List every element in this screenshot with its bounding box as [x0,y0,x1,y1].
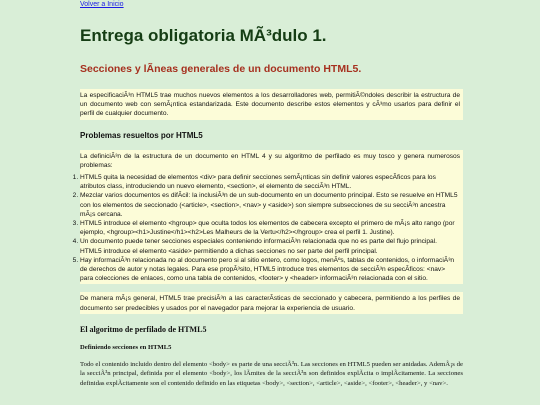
closing-paragraph: De manera mÃ¡s general, HTML5 trae precisiÃ³n a las caracterÃsticas de seccionado y cabecera, permitiendo a los perfiles de documento ser predecibles y usados por el navegador para mejorar la experiencia de usuario. [80,292,463,313]
page-subtitle: Secciones y lÃneas generales de un documento HTML5. [80,63,362,75]
back-to-home-link[interactable]: Volver a Inicio [80,1,124,8]
list-item: 1. HTML5 quita la necesidad de elementos <div> para definir secciones semÃ¡nticas sin definir valores especÃficos para los atributos class, introduciendo un nuevo elemento, <section>, el elemento de secciÃ³n HTML. [80,173,460,191]
list-item: 3. HTML5 introduce el elemento <hgroup> que oculta todos los elementos de cabecera excepto el primero de mÃ¡s alto rango (por ejemplo, <hgroup><h1>Justine</h1><h2>Les Malheurs de la Vertu</h2></hgroup> crea el perfil 1. Justine). [80,219,460,237]
list-item: 5. Hay informaciÃ³n relacionada no al documento pero si al sitio entero, como logos, menÃºs, tablas de contenidos, o informaciÃ³n de derechos de autor y notas legales. Para ese propÃ³sito, HTML5 introduce tres elementos de secciÃ³n especÃficos: <nav> para colecciones de enlaces, como una tabla de contenidos, <footer> y <header> informaciÃ³n relacionada con el sitio. [80,256,460,284]
page-title: Entrega obligatoria MÃ³dulo 1. [80,26,327,45]
problems-list [80,171,463,284]
list-item: 4. Un documento puede tener secciones especiales conteniendo informaciÃ³n relacionada que no es parte del flujo principal. HTML5 introduce el elemento <aside> permitiendo a dichas secciones no ser parte del perfil principal. [80,237,460,255]
subheading-defining-sections: Definiendo secciones en HTML5 [80,343,172,351]
intro-paragraph: La especificaciÃ³n HTML5 trae muchos nuevos elementos a los desarrolladores web, permitiÃ©ndoles describir la estructura de un documento web con semÃ¡ntica estandarizada. Este documento describe estos elementos y cÃ³mo usarlos para definir el perfil de cualquier documento. [80,89,463,120]
section-heading-problems: Problemas resueltos por HTML5 [80,130,203,140]
list-item: 2. Mezclar varios documentos es difÃcil: la inclusiÃ³n de un sub-documento en un documento principal. Esto se resuelve en HTML5 con los elementos de seccionado (<article>, <section>, <nav> y <aside>) son siempre subsecciones de su secciÃ³n ancestra mÃ¡s cercana. [80,191,460,219]
page-content [80,0,463,395]
algorithm-paragraph: Todo el contenido incluido dentro del elemento <body> es parte de una secciÃ³n. Las secciones en HTML5 pueden ser anidadas. AdemÃ¡s de la secciÃ³n principal, definida por el elemento <body>, los lÃmites de la secciÃ³n son definidos explÃcita o implÃcitamente. La secciones definidas explÃcitamente son el contenido definido en las etiquetas <body>, <section>, <article>, <aside>, <footer>, <header>, y <nav>. [80,360,463,387]
section-heading-algorithm: El algoritmo de perfilado de HTML5 [80,324,207,334]
problems-paragraph: La definiciÃ³n de la estructura de un documento en HTML 4 y su algoritmo de perfilado es muy tosco y genera numerosos problemas: [80,150,463,171]
